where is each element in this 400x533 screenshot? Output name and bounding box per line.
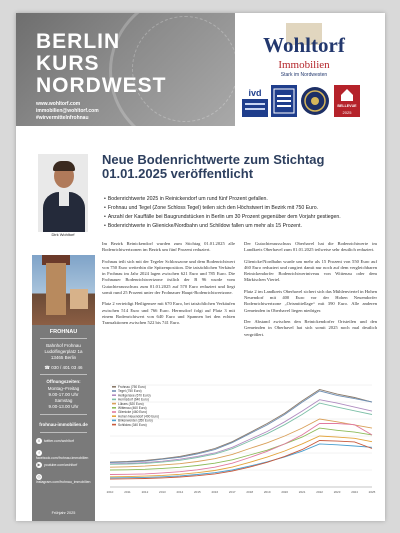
title-line-3: NORDWEST xyxy=(36,74,167,97)
company-logo xyxy=(244,23,364,81)
x-tick-label: 2022 xyxy=(316,490,323,494)
x-tick-label: 2021 xyxy=(298,490,306,494)
x-tick-label: 2019 xyxy=(263,490,271,494)
article-column-left xyxy=(102,241,235,332)
social-text: instagram.com/frohnau_immobilien xyxy=(36,480,91,484)
legend-label: Hohen Neuendorf (400 Euro) xyxy=(118,414,160,419)
x-tick-label: 2016 xyxy=(211,490,219,494)
legend-swatch xyxy=(112,394,116,396)
hours-line: 9.00-13.00 Uhr xyxy=(48,404,79,409)
legend-swatch xyxy=(112,415,116,417)
hashtag: #wirvermittelnfrohnau xyxy=(36,115,89,121)
sidebar-divider xyxy=(40,374,87,375)
social-text: youtube.com/wohltorf xyxy=(44,462,78,467)
legend-label: Glienicke (460 Euro) xyxy=(118,410,148,415)
bellevue-label: BELLEVUE xyxy=(337,104,357,108)
paragraph: Der Abstand zwischen den Reinickendorfer Ortsteilen und den Gemeinden in Oberhavel hat sich somit 2025 noch mal deutlich vergrößert. xyxy=(244,318,377,337)
legend-swatch xyxy=(112,424,116,426)
legend-swatch xyxy=(112,420,116,422)
instagram-icon: ◎ xyxy=(37,474,41,479)
social-instagram-link[interactable] xyxy=(36,474,95,484)
key-fact: • Bodenrichtwerte in Glienicke/Nordbahn und Schildow fallen um mehr als 15 Prozent. xyxy=(104,222,379,231)
legend-label: Frohnau (750 Euro) xyxy=(118,385,146,389)
series-line xyxy=(110,403,372,464)
x-icon: X xyxy=(37,438,41,443)
series-line xyxy=(110,428,372,470)
legend-swatch xyxy=(112,390,116,392)
office-photo xyxy=(32,255,95,325)
x-tick-label: 2024 xyxy=(351,490,358,494)
social-text: twitter.com/wohltorf xyxy=(44,438,74,443)
title-line-2: KURS xyxy=(36,52,100,75)
headline-line-1: Neue Bodenrichtwerte zum Stichtag xyxy=(102,152,325,167)
x-tick-label: 2011 xyxy=(124,490,131,494)
legend-label: Schildow (340 Euro) xyxy=(118,422,147,427)
website-link[interactable]: www.wohltorf.com xyxy=(36,101,81,107)
title-banner xyxy=(16,13,235,126)
legend-swatch xyxy=(112,403,116,405)
office-heading: FROHNAU xyxy=(49,329,78,335)
title-line-1: BERLIN xyxy=(36,30,121,53)
office-website-link[interactable]: frohnau-immobilien.de xyxy=(39,422,88,427)
land-value-chart xyxy=(102,379,378,497)
station-tower xyxy=(46,263,66,315)
paragraph: Glienicke/Nordbahn wurde um mehr als 15 Prozent von 550 Euro auf 460 Euro reduziert und rangiert damit nur noch auf dem vergleichbaren Reinickendorfer Bodenrichtwertniveau von Wittenau oder dem Märkischen Viertel. xyxy=(244,258,377,283)
paragraph: Platz 2 im Landkreis Oberhavel sichert sich das Mühlenviertel in Hohen Neuendorf mit 400 Euro vor der Hohen Neuendorfer Bodenrichtwertzone „Ortsmittellage“ mit 390 Euro. Alle anderen Gemeinden in Oberhavel liegen niedriger. xyxy=(244,288,377,313)
certificate-badge-icon xyxy=(271,85,297,117)
x-tick-label: 2025 xyxy=(368,490,376,494)
paragraph: Platz 2 verteidigt Heiligensee mit 670 Euro, bei tatsächlichen Verkäufen zwischen 514 Euro und 766 Euro. Hermsdorf folgt auf Platz 3 mit einem Bodenrichtwert von 640 Euro und Spannen bei den echten Transaktionen zwischen 522 bis 741 Euro. xyxy=(102,301,235,326)
social-x-link[interactable] xyxy=(36,438,74,445)
logo-name: Wohltorf xyxy=(263,33,345,57)
paragraph: Im Bezirk Reinickendorf wurden zum Stichtag 01.01.2025 alle Bodenrichtwertzonen im Bezirk um fünf Prozent reduziert. xyxy=(102,241,235,253)
key-fact: • Anzahl der Kauffälle bei Baugrundstücken in Berlin um 30 Prozent gegenüber dem Vorjahr gestiegen. xyxy=(104,213,379,222)
x-tick-label: 2018 xyxy=(246,490,254,494)
legend-label: Lübars (520 Euro) xyxy=(118,401,144,406)
social-facebook-link[interactable] xyxy=(36,450,95,460)
compass-graphic xyxy=(109,13,235,126)
x-tick-label: 2017 xyxy=(228,490,236,494)
sidebar-divider xyxy=(40,432,87,433)
portrait-photo xyxy=(38,154,88,232)
logo-subline: Stark im Nordwesten xyxy=(280,72,328,78)
x-tick-label: 2010 xyxy=(106,490,114,494)
hours-heading: Öffnungszeiten: xyxy=(46,379,81,384)
hours-line: 9.00-17.00 Uhr xyxy=(48,392,79,397)
x-tick-label: 2012 xyxy=(141,490,149,494)
legend-label: Wittenau (460 Euro) xyxy=(118,406,147,410)
youtube-icon: ▶ xyxy=(37,462,41,467)
address-line: Ludolfingerplatz 1a xyxy=(44,349,83,354)
issue-label: Frühjahr 2025 xyxy=(51,511,76,515)
series-line xyxy=(110,424,372,475)
key-facts-list xyxy=(104,195,379,231)
portrait-caption: Dirk Wohltorf xyxy=(51,232,75,237)
portrait-shirt xyxy=(59,192,69,206)
newsletter-page xyxy=(16,13,385,521)
headline-line-2: 01.01.2025 veröffentlicht xyxy=(102,166,254,181)
ivd-label: ivd xyxy=(248,88,262,98)
legend-label: Hermsdorf (640 Euro) xyxy=(118,397,149,402)
x-tick-label: 2020 xyxy=(281,490,289,494)
article-headline xyxy=(102,153,377,181)
x-tick-label: 2015 xyxy=(193,490,201,494)
social-text: facebook.com/frohnau.immobilien xyxy=(36,456,89,460)
address-line: 13465 Berlin xyxy=(50,355,77,360)
facebook-icon: f xyxy=(36,450,42,456)
x-tick-label: 2013 xyxy=(159,490,166,494)
social-youtube-link[interactable] xyxy=(36,462,77,469)
station-windows xyxy=(70,289,88,309)
key-fact: • Bodenrichtwerte 2025 in Reinickendorf um rund fünf Prozent gefallen. xyxy=(104,195,379,204)
hours-line: Montag–Freitag xyxy=(47,386,80,391)
article-column-right xyxy=(244,241,377,343)
x-tick-label: 2023 xyxy=(333,490,341,494)
legend-label: Birkenwerder (350 Euro) xyxy=(118,418,153,423)
bellevue-badge-icon xyxy=(334,85,360,117)
ivd-badge-icon xyxy=(242,85,268,117)
office-sidebar xyxy=(32,325,95,521)
key-fact: • Frohnau und Tegel (Zone Schloss Tegel) teilen sich den Höchstwert im Bezirk mit 750 Euro. xyxy=(104,204,379,213)
legend-label: Heiligensee (670 Euro) xyxy=(118,393,151,398)
hours-line: Samstag xyxy=(54,398,73,403)
legend-swatch xyxy=(112,407,116,409)
legend-swatch xyxy=(112,411,116,413)
logo-tagline: Immobilien xyxy=(278,59,330,71)
phone-number[interactable]: ☎ 030 / 401 03 46 xyxy=(44,365,83,370)
series-line xyxy=(110,436,372,477)
award-seal-icon xyxy=(300,85,330,117)
paragraph: Der Gutachterausschuss Oberhavel hat die Bodenrichtwerte im Landkreis Oberhavel zum 01.01.2025 teilweise sehr deutlich reduziert. xyxy=(244,241,377,253)
paragraph: Frohnau teilt sich mit der Tegeler Schlosszone und dem Bodenrichtwert von 750 Euro weiterhin die Spitzenposition. Die tatsächlichen Verkäufe in Frohnau im Jahr 2024 lagen zwischen 621 Euro und 785 Euro. Die Frohnauer Bodenrichtwertzone östlich der B 96 wurde vom Gutachterausschuss zum 01.01.2025 auf 570 Euro reduziert und liegt somit rund 25 Prozent unter der Frohnauer Haupt-Bodenrichtwertzone. xyxy=(102,258,235,296)
legend-label: Tegel (750 Euro) xyxy=(118,389,142,394)
x-tick-label: 2014 xyxy=(176,490,184,494)
email-link[interactable]: immobilien@wohltorf.com xyxy=(36,108,99,114)
sidebar-divider xyxy=(40,338,87,339)
sidebar-divider xyxy=(40,414,87,415)
bellevue-year: 2025 xyxy=(342,110,352,115)
portrait-hair xyxy=(53,161,75,171)
address-line: Bahnhof Frohnau xyxy=(46,343,81,348)
legend-swatch xyxy=(112,399,116,401)
legend-swatch xyxy=(112,386,116,388)
